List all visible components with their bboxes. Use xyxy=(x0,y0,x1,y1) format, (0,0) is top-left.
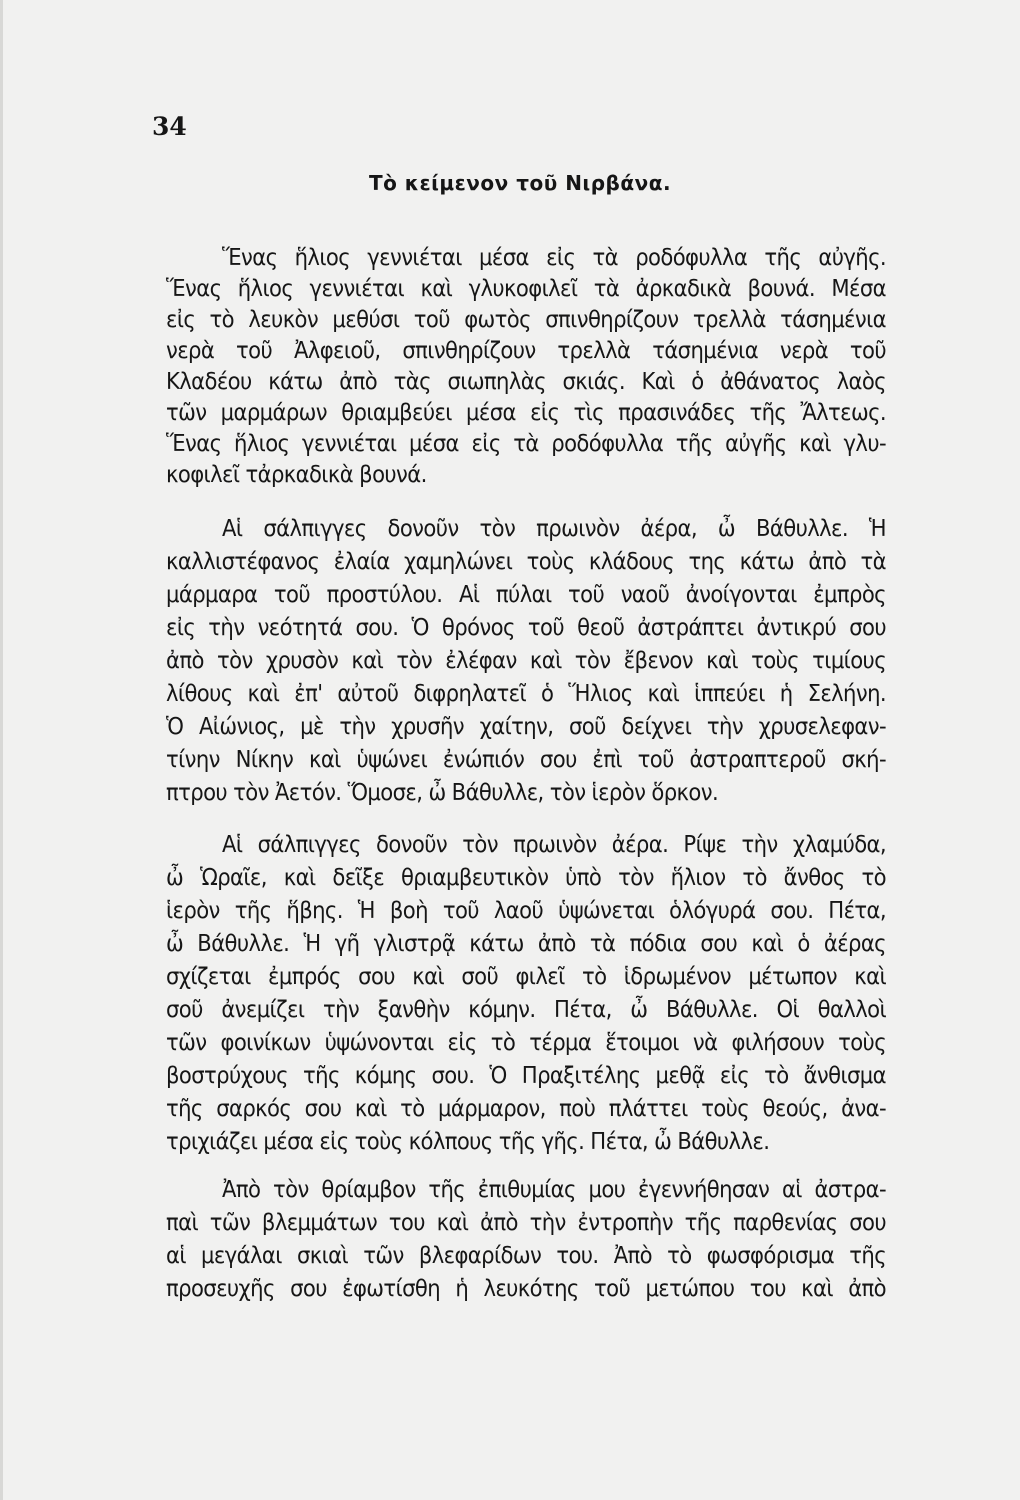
text-line: ἱερὸν τῆς ἥβης. Ἡ βοὴ τοῦ λαοῦ ὑψώνεται ὁλόγυρά σου. Πέτα, xyxy=(166,896,886,924)
text-line: ὦ Ὡραῖε, καὶ δεῖξε θριαμβευτικὸν ὑπὸ τὸν ἥλιον τὸ ἄνθος τὸ xyxy=(166,863,886,891)
text-line: τίνην Νίκην καὶ ὑψώνει ἐνώπιόν σου ἐπὶ τοῦ ἀστραπτεροῦ σκή- xyxy=(166,745,886,773)
text-line: βοστρύχους τῆς κόμης σου. Ὁ Πραξιτέλης μεθᾷ εἰς τὸ ἄνθισμα xyxy=(166,1061,886,1089)
text-line: σχίζεται ἐμπρός σου καὶ σοῦ φιλεῖ τὸ ἱδρωμένον μέτωπον καὶ xyxy=(166,962,886,990)
text-line: λίθους καὶ ἐπ' αὐτοῦ διφρηλατεῖ ὁ Ἥλιος καὶ ἱππεύει ἡ Σελήνη. xyxy=(166,679,886,707)
text-line: εἰς τὴν νεότητά σου. Ὁ θρόνος τοῦ θεοῦ ἀστράπτει ἀντικρύ σου xyxy=(166,613,886,641)
text-line: τριχιάζει μέσα εἰς τοὺς κόλπους τῆς γῆς. Πέτα, ὦ Βάθυλλε. xyxy=(166,1127,770,1155)
text-line: Αἱ σάλπιγγες δονοῦν τὸν πρωινὸν ἀέρα, ὦ Βάθυλλε. Ἡ xyxy=(222,514,886,542)
text-line: παὶ τῶν βλεμμάτων του καὶ ἀπὸ τὴν ἐντροπὴν τῆς παρθενίας σου xyxy=(166,1208,886,1236)
text-line: κοφιλεῖ τἀρκαδικὰ βουνά. xyxy=(166,460,427,488)
text-line: Κλαδέου κάτω ἀπὸ τὰς σιωπηλὰς σκιάς. Καὶ ὁ ἀθάνατος λαὸς xyxy=(166,367,886,395)
text-line: εἰς τὸ λευκὸν μεθύσι τοῦ φωτὸς σπινθηρίζουν τρελλὰ τάσημένια xyxy=(166,305,886,333)
text-line: αἱ μεγάλαι σκιαὶ τῶν βλεφαρίδων του. Ἀπὸ τὸ φωσφόρισμα τῆς xyxy=(166,1241,886,1269)
text-line: Αἱ σάλπιγγες δονοῦν τὸν πρωινὸν ἀέρα. Ρίψε τὴν χλαμύδα, xyxy=(222,830,886,858)
text-line: τῶν μαρμάρων θριαμβεύει μέσα εἰς τὶς πρασινάδες τῆς Ἄλτεως. xyxy=(166,398,886,426)
text-line: πτρου τὸν Ἀετόν. Ὅμοσε, ὦ Βάθυλλε, τὸν ἱερὸν ὅρκον. xyxy=(166,778,719,806)
text-line: σοῦ ἀνεμίζει τὴν ξανθὴν κόμην. Πέτα, ὦ Βάθυλλε. Οἱ θαλλοὶ xyxy=(166,995,886,1023)
text-line: καλλιστέφανος ἐλαία χαμηλώνει τοὺς κλάδους της κάτω ἀπὸ τὰ xyxy=(166,547,886,575)
text-line: ὦ Βάθυλλε. Ἡ γῆ γλιστρᾷ κάτω ἀπὸ τὰ πόδια σου καὶ ὁ ἀέρας xyxy=(166,929,886,957)
text-line: ἀπὸ τὸν χρυσὸν καὶ τὸν ἐλέφαν καὶ τὸν ἔβενον καὶ τοὺς τιμίους xyxy=(166,646,886,674)
text-line: Ὁ Αἰώνιος, μὲ τὴν χρυσῆν χαίτην, σοῦ δείχνει τὴν χρυσελεφαν- xyxy=(166,712,886,740)
section-title: Τὸ κείμενον τοῦ Νιρβάνα. xyxy=(368,171,672,195)
text-line: νερὰ τοῦ Ἀλφειοῦ, σπινθηρίζουν τρελλὰ τάσημένια νερὰ τοῦ xyxy=(166,336,886,364)
text-line: Ἀπὸ τὸν θρίαμβον τῆς ἐπιθυμίας μου ἐγεννήθησαν αἱ ἀστρα- xyxy=(222,1175,886,1203)
text-line: Ἕνας ἥλιος γεννιέται μέσα εἰς τὰ ροδόφυλλα τῆς αὐγῆς καὶ γλυ- xyxy=(166,429,886,457)
text-line: μάρμαρα τοῦ προστύλου. Αἱ πύλαι τοῦ ναοῦ ἀνοίγονται ἐμπρὸς xyxy=(166,580,886,608)
text-line: προσευχῆς σου ἐφωτίσθη ἡ λευκότης τοῦ μετώπου του καὶ ἀπὸ xyxy=(166,1274,886,1302)
text-line: Ἕνας ἥλιος γεννιέται μέσα εἰς τὰ ροδόφυλλα τῆς αὐγῆς. xyxy=(222,243,886,271)
page-number: 34 xyxy=(152,112,187,141)
text-line: Ἕνας ἥλιος γεννιέται καὶ γλυκοφιλεῖ τὰ ἀρκαδικὰ βουνά. Μέσα xyxy=(166,274,886,302)
page-edge xyxy=(0,0,3,1500)
text-line: τῶν φοινίκων ὑψώνονται εἰς τὸ τέρμα ἕτοιμοι νὰ φιλήσουν τοὺς xyxy=(166,1028,886,1056)
text-line: τῆς σαρκός σου καὶ τὸ μάρμαρον, ποὺ πλάττει τοὺς θεούς, ἀνα- xyxy=(166,1094,886,1122)
